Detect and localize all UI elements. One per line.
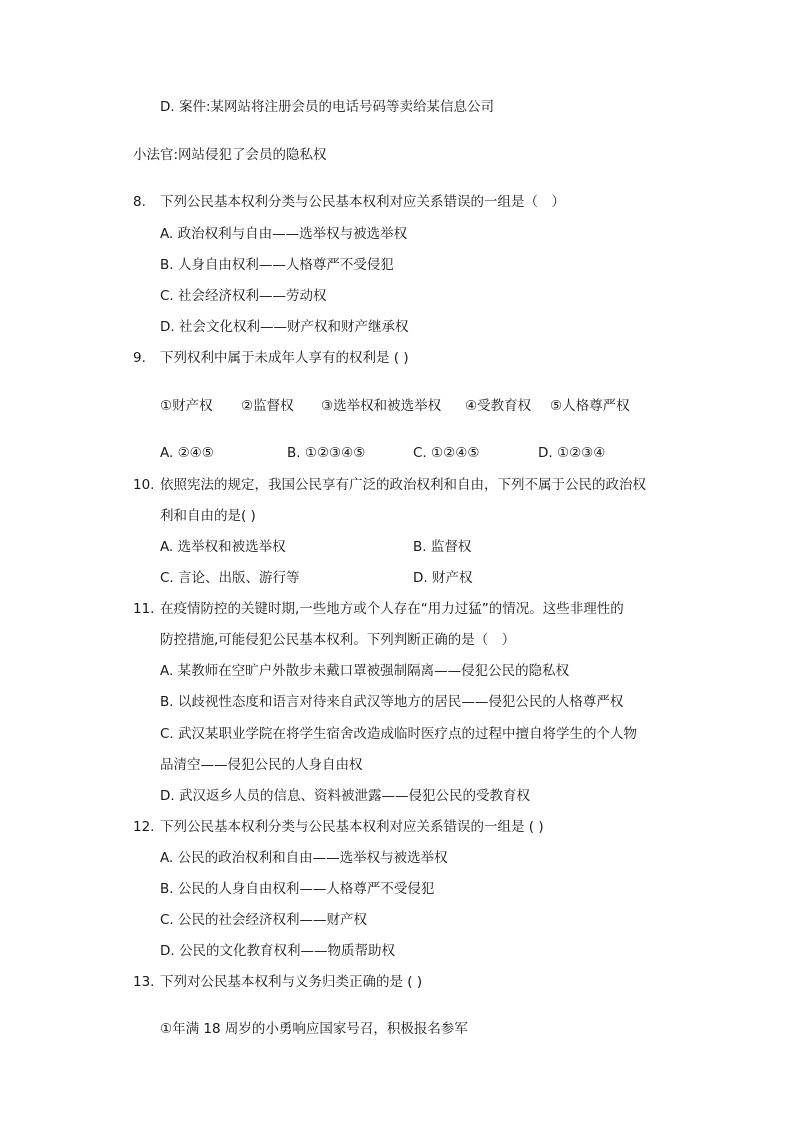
question-stem: 下列公民基本权利分类与公民基本权利对应关系错误的一组是（ ） <box>160 194 565 210</box>
option-a: A. 公民的政治权利和自由——选举权与被选举权 <box>160 850 448 866</box>
item-5: ⑤人格尊严权 <box>550 398 630 414</box>
question-number: 10. <box>133 477 155 493</box>
option-d: D. 财产权 <box>413 570 473 586</box>
question-stem-line-1: 依照宪法的规定，我国公民享有广泛的政治权利和自由，下列不属于公民的政治权 <box>160 477 646 493</box>
option-d: D. ①②③④ <box>538 445 606 461</box>
question-stem-line-1: 在疫情防控的关键时期,一些地方或个人存在“用力过猛”的情况。这些非理性的 <box>160 601 624 617</box>
option-d: D. 社会文化权利——财产权和财产继承权 <box>160 319 409 335</box>
option-d: D. 公民的文化教育权利——物质帮助权 <box>160 943 395 959</box>
question-number: 9. <box>133 350 146 366</box>
question-number: 11. <box>133 601 155 617</box>
option-a: A. 选举权和被选举权 <box>160 539 286 555</box>
option-b: B. 以歧视性态度和语言对待来自武汉等地方的居民——侵犯公民的人格尊严权 <box>160 694 624 710</box>
option-b: B. 人身自由权利——人格尊严不受侵犯 <box>160 257 394 273</box>
option-d: D. 武汉返乡人员的信息、资料被泄露——侵犯公民的受教育权 <box>160 788 530 804</box>
option-c: C. 言论、出版、游行等 <box>160 570 300 586</box>
option-c: C. 公民的社会经济权利——财产权 <box>160 912 368 928</box>
case-option-d: D. 案件:某网站将注册会员的电话号码等卖给某信息公司 <box>160 99 495 115</box>
question-stem-line-2: 防控措施,可能侵犯公民基本权利。下列判断正确的是（ ） <box>160 632 516 648</box>
question-stem: 下列对公民基本权利与义务归类正确的是 ( ) <box>160 974 423 990</box>
option-b: B. 公民的人身自由权利——人格尊严不受侵犯 <box>160 881 435 897</box>
item-2: ②监督权 <box>241 398 294 414</box>
question-stem: 下列公民基本权利分类与公民基本权利对应关系错误的一组是 ( ) <box>160 819 544 835</box>
question-stem-line-2: 利和自由的是( ) <box>160 508 256 524</box>
option-a: A. 政治权利与自由——选举权与被选举权 <box>160 226 408 242</box>
option-c-line-2: 品清空——侵犯公民的人身自由权 <box>160 757 363 773</box>
option-a: A. ②④⑤ <box>160 445 214 461</box>
option-c: C. 社会经济权利——劳动权 <box>160 288 327 304</box>
option-c-line-1: C. 武汉某职业学院在将学生宿舍改造成临时医疗点的过程中擅自将学生的个人物 <box>160 726 638 742</box>
option-b: B. ①②③④⑤ <box>287 445 366 461</box>
item-1: ①年满 18 周岁的小勇响应国家号召，积极报名参军 <box>160 1021 468 1037</box>
item-1: ①财产权 <box>160 398 213 414</box>
question-stem: 下列权利中属于未成年人享有的权利是 ( ) <box>160 350 409 366</box>
question-number: 12. <box>133 819 155 835</box>
option-c: C. ①②④⑤ <box>413 445 480 461</box>
judge-note: 小法官:网站侵犯了会员的隐私权 <box>133 147 327 163</box>
question-number: 13. <box>133 974 155 990</box>
option-b: B. 监督权 <box>413 539 472 555</box>
item-4: ④受教育权 <box>465 398 532 414</box>
option-a: A. 某教师在空旷户外散步未戴口罩被强制隔离——侵犯公民的隐私权 <box>160 663 570 679</box>
question-number: 8. <box>133 194 146 210</box>
item-3: ③选举权和被选举权 <box>321 398 442 414</box>
